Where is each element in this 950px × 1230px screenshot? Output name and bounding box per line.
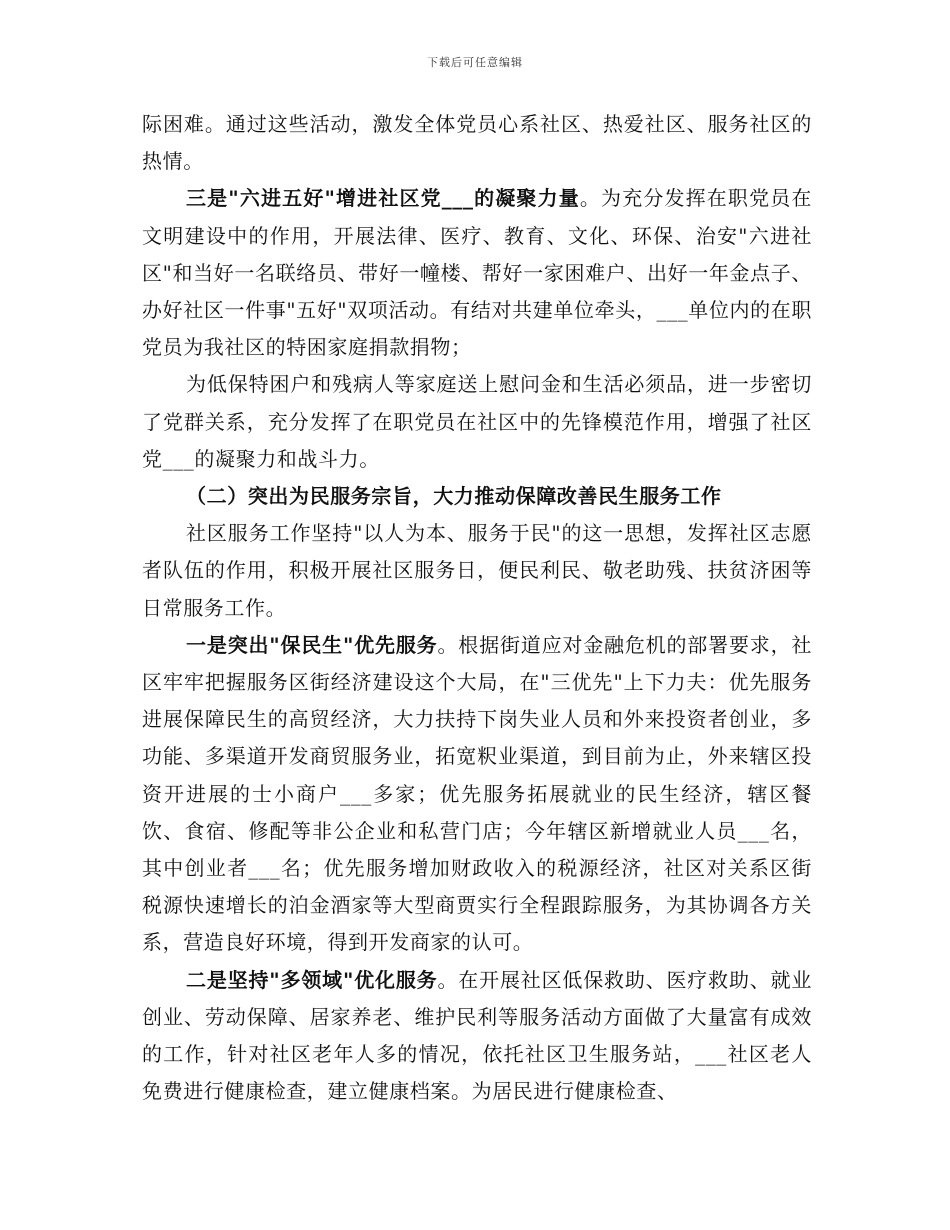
paragraph-lead: 三是"六进五好"增进社区党___的凝聚力量 (186, 186, 580, 211)
paragraph-low-income-support (142, 366, 812, 478)
paragraph-text: 。在开展社区低保救助、医疗救助、就业创业、劳动保障、居家养老、维护民利等服务活动方面做了大量富有成效的工作，针对社区老年人多的情况，依托社区卫生服务站，___社区老人免费进行健康检查，建立健康档案。为居民进行健康检查、 (142, 967, 812, 1104)
paragraph-continuation (142, 106, 812, 180)
paragraph-lead: 一是突出"保民生"优先服务 (186, 632, 438, 657)
paragraph-service-principle (142, 515, 812, 627)
paragraph-six-advances (142, 180, 812, 366)
paragraph-text: 。根据街道应对金融危机的部署要求，社区牢牢把握服务区街经济建设这个大局，在"三优先"上下力夫：优先服务进展保障民生的高贸经济，大力扶持下岗失业人员和外来投资者创业，多功能、多渠道开发商贸服务业，拓宽粎业渠道，到目前为止，外来辖区投资开进展的士小商户___多家；优先服务拓展就业的民生经济，辖区餐饮、食宿、修配等非公企业和私营门店；今年辖区新增就业人员___名，其中创业者___名；优先服务增加财政收入的税源经济，社区对关系区街税源快速增长的泊金酒家等大型商贾实行全程跟踪服务，为其协调各方关系，营造良好环境，得到开发商家的认可。 (142, 632, 812, 955)
paragraph-text: 社区服务工作坚持"以人为本、服务于民"的这一思想，发挥社区志愿者队伍的作用，积极开展社区服务日，便民利民、敬老助残、扶贫济困等日常服务工作。 (142, 521, 812, 620)
paragraph-lead: 二是坚持"多领域"优化服务 (186, 967, 438, 992)
paragraph-text: 。为充分发挥在职党员在文明建设中的作用，开展法律、医疗、教育、文化、环保、治安"六进社区"和当好一名联络员、带好一幢楼、帮好一家困难户、出好一年金点子、办好社区一件事"五好"双项活动。有结对共建单位牵头，___单位内的在职党员为我社区的特困家庭捐款捐物； (142, 186, 812, 360)
paragraph-text: 为低保特困户和残病人等家庭送上慰问金和生活必须品，进一步密切了党群关系，充分发挥了在职党员在社区中的先锋模范作用，增强了社区党___的凝聚力和战斗力。 (142, 372, 812, 471)
paragraph-livelihood-priority (142, 627, 812, 962)
paragraph-multi-field (142, 962, 812, 1111)
section-heading: （二）突出为民服务宗旨，大力推动保障改善民生服务工作 (186, 484, 722, 509)
document-body (142, 106, 812, 1110)
page-header-note: 下载后可任意编辑 (427, 56, 523, 69)
paragraph-text: 际困难。通过这些活动，激发全体党员心系社区、热爱社区、服务社区的热情。 (142, 112, 812, 174)
